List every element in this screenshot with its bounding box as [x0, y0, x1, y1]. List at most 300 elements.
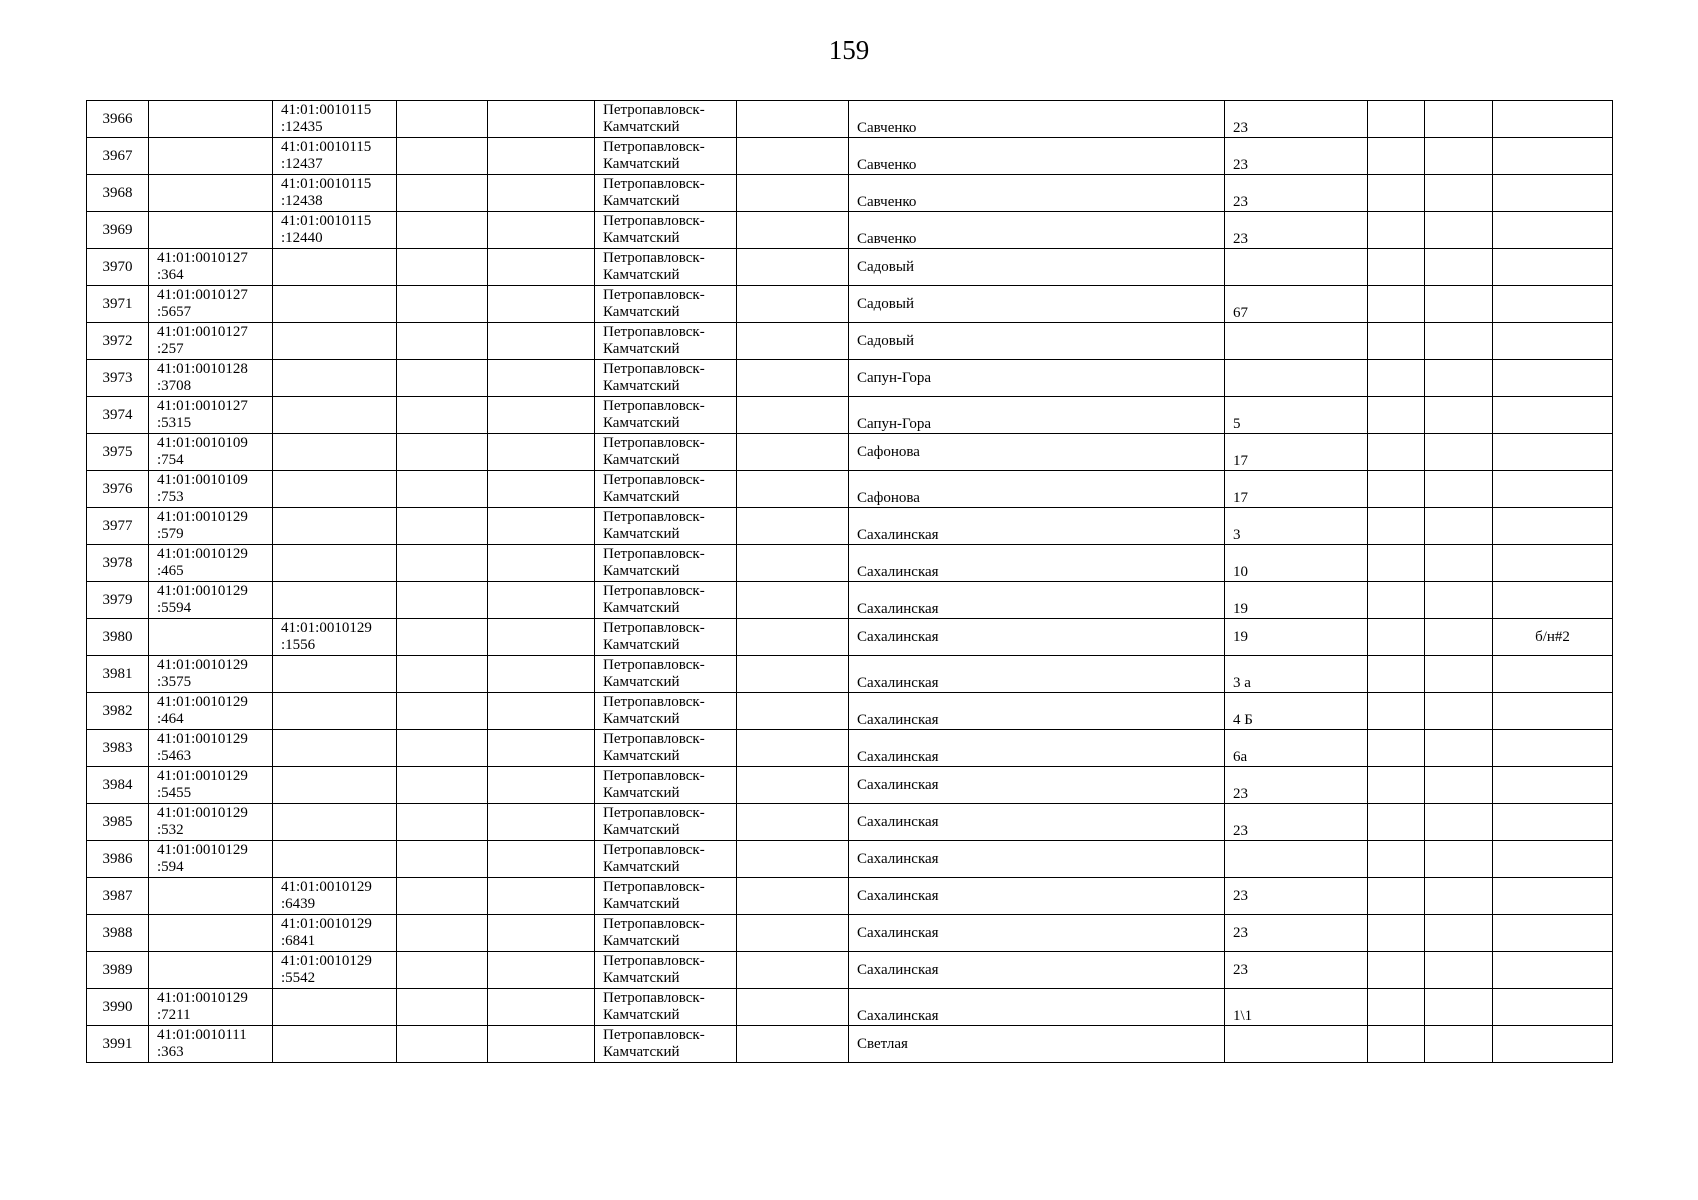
cad1-line: 41:01:0010129 — [157, 583, 248, 599]
empty-cell — [1368, 101, 1425, 138]
empty-cell — [488, 212, 595, 249]
empty-cell — [397, 101, 488, 138]
city-line: Петропавловск- — [603, 472, 705, 488]
street-cell: Светлая — [849, 1026, 1225, 1063]
empty-cell — [397, 434, 488, 471]
city-line: Петропавловск- — [603, 990, 705, 1006]
empty-cell — [488, 841, 595, 878]
city-line: Камчатский — [603, 785, 680, 801]
empty-cell — [1425, 545, 1493, 582]
table-row — [87, 101, 1613, 138]
cad2-line: :12435 — [281, 119, 323, 135]
cadastral-number-2-cell — [273, 767, 397, 804]
cadastral-number-2-cell — [273, 286, 397, 323]
cad2-line: 41:01:0010115 — [281, 139, 372, 155]
table-row — [87, 582, 1613, 619]
row-number-cell: 3991 — [87, 1026, 149, 1063]
empty-cell — [488, 101, 595, 138]
city-line: Петропавловск- — [603, 1027, 705, 1043]
cadastral-number-2-cell — [273, 323, 397, 360]
empty-cell — [1425, 841, 1493, 878]
city-cell — [595, 582, 737, 619]
empty-cell — [397, 915, 488, 952]
empty-cell — [488, 434, 595, 471]
empty-cell — [488, 693, 595, 730]
empty-cell — [1368, 545, 1425, 582]
empty-cell — [1368, 175, 1425, 212]
empty-cell — [397, 804, 488, 841]
empty-cell — [1368, 730, 1425, 767]
cad1-line: 41:01:0010129 — [157, 805, 248, 821]
house-cell: 5 — [1225, 397, 1368, 434]
building-extra-cell — [1493, 101, 1613, 138]
city-line: Камчатский — [603, 193, 680, 209]
city-line: Камчатский — [603, 267, 680, 283]
building-extra-cell — [1493, 656, 1613, 693]
cadastral-number-2-cell — [273, 138, 397, 175]
table-row — [87, 619, 1613, 656]
cad1-line: :754 — [157, 452, 184, 468]
empty-cell — [397, 730, 488, 767]
cadastral-number-cell — [149, 286, 273, 323]
cadastral-number-2-cell — [273, 656, 397, 693]
city-cell — [595, 952, 737, 989]
cadastral-number-cell — [149, 804, 273, 841]
empty-cell — [737, 434, 849, 471]
house-cell: 4 Б — [1225, 693, 1368, 730]
empty-cell — [1368, 508, 1425, 545]
cad1-line: 41:01:0010129 — [157, 731, 248, 747]
empty-cell — [737, 915, 849, 952]
cad2-line: 41:01:0010129 — [281, 879, 372, 895]
city-line: Петропавловск- — [603, 805, 705, 821]
cad1-line: :579 — [157, 526, 184, 542]
cad1-line: :5657 — [157, 304, 192, 320]
table-row — [87, 397, 1613, 434]
cad2-line: :5542 — [281, 970, 316, 986]
cad2-line: 41:01:0010129 — [281, 620, 372, 636]
empty-cell — [737, 508, 849, 545]
city-line: Петропавловск- — [603, 694, 705, 710]
row-number-cell: 3984 — [87, 767, 149, 804]
empty-cell — [737, 804, 849, 841]
empty-cell — [1368, 1026, 1425, 1063]
cad2-line: :1556 — [281, 637, 316, 653]
empty-cell — [488, 952, 595, 989]
table-row — [87, 360, 1613, 397]
empty-cell — [397, 471, 488, 508]
city-cell — [595, 619, 737, 656]
building-extra-cell — [1493, 952, 1613, 989]
empty-cell — [1368, 397, 1425, 434]
cad1-line: 41:01:0010127 — [157, 324, 248, 340]
cad2-line: :6841 — [281, 933, 316, 949]
city-cell — [595, 286, 737, 323]
cadastral-number-cell — [149, 656, 273, 693]
row-number-cell: 3975 — [87, 434, 149, 471]
city-line: Петропавловск- — [603, 916, 705, 932]
empty-cell — [1425, 397, 1493, 434]
street-cell: Сахалинская — [849, 841, 1225, 878]
building-extra-cell — [1493, 915, 1613, 952]
house-cell: 23 — [1225, 101, 1368, 138]
empty-cell — [737, 138, 849, 175]
cadastral-number-2-cell — [273, 730, 397, 767]
cadastral-number-cell — [149, 323, 273, 360]
building-extra-cell — [1493, 360, 1613, 397]
cadastral-number-cell — [149, 693, 273, 730]
empty-cell — [488, 249, 595, 286]
cadastral-number-cell — [149, 397, 273, 434]
house-cell: 23 — [1225, 175, 1368, 212]
empty-cell — [488, 471, 595, 508]
cadastral-number-cell — [149, 915, 273, 952]
house-cell: 23 — [1225, 767, 1368, 804]
cad2-line: 41:01:0010129 — [281, 916, 372, 932]
empty-cell — [397, 767, 488, 804]
empty-cell — [488, 323, 595, 360]
empty-cell — [1425, 101, 1493, 138]
street-cell: Сахалинская — [849, 804, 1225, 841]
empty-cell — [1425, 175, 1493, 212]
street-cell: Садовый — [849, 249, 1225, 286]
cad2-line: :12437 — [281, 156, 323, 172]
street-cell: Савченко — [849, 175, 1225, 212]
house-cell — [1225, 360, 1368, 397]
empty-cell — [488, 619, 595, 656]
cad1-line: 41:01:0010128 — [157, 361, 248, 377]
building-extra-cell — [1493, 249, 1613, 286]
city-line: Петропавловск- — [603, 768, 705, 784]
empty-cell — [1368, 693, 1425, 730]
row-number-cell: 3974 — [87, 397, 149, 434]
city-line: Камчатский — [603, 526, 680, 542]
city-line: Петропавловск- — [603, 546, 705, 562]
city-line: Камчатский — [603, 341, 680, 357]
cadastral-number-cell — [149, 434, 273, 471]
city-line: Петропавловск- — [603, 953, 705, 969]
empty-cell — [397, 989, 488, 1026]
city-line: Камчатский — [603, 230, 680, 246]
cad1-line: :532 — [157, 822, 184, 838]
city-line: Камчатский — [603, 600, 680, 616]
city-cell — [595, 138, 737, 175]
city-line: Камчатский — [603, 378, 680, 394]
empty-cell — [488, 175, 595, 212]
cadastral-number-cell — [149, 175, 273, 212]
empty-cell — [488, 767, 595, 804]
city-line: Петропавловск- — [603, 324, 705, 340]
cad1-line: 41:01:0010109 — [157, 435, 248, 451]
city-line: Камчатский — [603, 1007, 680, 1023]
street-cell: Садовый — [849, 286, 1225, 323]
table-row — [87, 508, 1613, 545]
empty-cell — [488, 730, 595, 767]
empty-cell — [1425, 693, 1493, 730]
table-row — [87, 286, 1613, 323]
table-row — [87, 730, 1613, 767]
city-cell — [595, 545, 737, 582]
empty-cell — [488, 360, 595, 397]
cadastral-number-cell — [149, 212, 273, 249]
city-line: Петропавловск- — [603, 583, 705, 599]
empty-cell — [397, 175, 488, 212]
cad1-line: 41:01:0010129 — [157, 546, 248, 562]
building-extra-cell — [1493, 286, 1613, 323]
house-cell: 17 — [1225, 434, 1368, 471]
empty-cell — [737, 360, 849, 397]
row-number-cell: 3986 — [87, 841, 149, 878]
empty-cell — [737, 619, 849, 656]
cad1-line: :5463 — [157, 748, 192, 764]
cad1-line: 41:01:0010129 — [157, 694, 248, 710]
empty-cell — [737, 582, 849, 619]
building-extra-cell — [1493, 212, 1613, 249]
street-cell: Сапун-Гора — [849, 397, 1225, 434]
cadastral-number-cell — [149, 841, 273, 878]
empty-cell — [1368, 286, 1425, 323]
empty-cell — [1425, 730, 1493, 767]
empty-cell — [737, 989, 849, 1026]
house-cell: 19 — [1225, 582, 1368, 619]
empty-cell — [737, 545, 849, 582]
table-row — [87, 323, 1613, 360]
building-extra-cell — [1493, 434, 1613, 471]
empty-cell — [488, 286, 595, 323]
empty-cell — [397, 656, 488, 693]
table-row — [87, 915, 1613, 952]
cad1-line: 41:01:0010129 — [157, 842, 248, 858]
row-number-cell: 3976 — [87, 471, 149, 508]
cad2-line: 41:01:0010115 — [281, 102, 372, 118]
house-cell: 23 — [1225, 952, 1368, 989]
building-extra-cell — [1493, 471, 1613, 508]
empty-cell — [397, 286, 488, 323]
street-cell: Сахалинская — [849, 989, 1225, 1026]
cadastral-number-cell — [149, 952, 273, 989]
empty-cell — [1368, 323, 1425, 360]
city-line: Камчатский — [603, 119, 680, 135]
table-row — [87, 878, 1613, 915]
empty-cell — [1368, 212, 1425, 249]
city-line: Камчатский — [603, 674, 680, 690]
city-line: Камчатский — [603, 452, 680, 468]
building-extra-cell — [1493, 989, 1613, 1026]
city-line: Петропавловск- — [603, 287, 705, 303]
empty-cell — [1425, 767, 1493, 804]
city-line: Камчатский — [603, 822, 680, 838]
city-line: Петропавловск- — [603, 731, 705, 747]
city-cell — [595, 249, 737, 286]
empty-cell — [1425, 656, 1493, 693]
street-cell: Савченко — [849, 212, 1225, 249]
cadastral-number-cell — [149, 730, 273, 767]
table-row — [87, 212, 1613, 249]
empty-cell — [488, 804, 595, 841]
cadastral-number-2-cell — [273, 434, 397, 471]
empty-cell — [1425, 249, 1493, 286]
street-cell: Савченко — [849, 138, 1225, 175]
city-line: Петропавловск- — [603, 435, 705, 451]
cadastral-number-2-cell — [273, 397, 397, 434]
house-cell: 23 — [1225, 138, 1368, 175]
cadastral-number-cell — [149, 360, 273, 397]
street-cell: Сахалинская — [849, 656, 1225, 693]
cadastral-number-2-cell — [273, 841, 397, 878]
cadastral-number-cell — [149, 101, 273, 138]
row-number-cell: 3980 — [87, 619, 149, 656]
city-line: Камчатский — [603, 859, 680, 875]
row-number-cell: 3969 — [87, 212, 149, 249]
table-row — [87, 952, 1613, 989]
table-row — [87, 471, 1613, 508]
empty-cell — [397, 508, 488, 545]
street-cell: Сахалинская — [849, 508, 1225, 545]
row-number-cell: 3981 — [87, 656, 149, 693]
empty-cell — [397, 619, 488, 656]
street-cell: Сахалинская — [849, 619, 1225, 656]
city-line: Камчатский — [603, 637, 680, 653]
empty-cell — [1368, 138, 1425, 175]
house-cell: 23 — [1225, 878, 1368, 915]
table-row — [87, 841, 1613, 878]
cadastral-number-2-cell — [273, 989, 397, 1026]
cad1-line: :7211 — [157, 1007, 191, 1023]
empty-cell — [737, 323, 849, 360]
house-cell — [1225, 1026, 1368, 1063]
city-line: Петропавловск- — [603, 879, 705, 895]
building-extra-cell — [1493, 1026, 1613, 1063]
house-cell: 23 — [1225, 915, 1368, 952]
empty-cell — [488, 545, 595, 582]
table-row — [87, 767, 1613, 804]
city-line: Камчатский — [603, 896, 680, 912]
street-cell: Сапун-Гора — [849, 360, 1225, 397]
cadastral-number-cell — [149, 545, 273, 582]
cadastral-number-cell — [149, 878, 273, 915]
empty-cell — [737, 1026, 849, 1063]
cadastral-number-2-cell — [273, 545, 397, 582]
city-cell — [595, 915, 737, 952]
cad1-line: 41:01:0010127 — [157, 287, 248, 303]
cad1-line: 41:01:0010129 — [157, 768, 248, 784]
cad2-line: 41:01:0010129 — [281, 953, 372, 969]
cad1-line: :5455 — [157, 785, 192, 801]
empty-cell — [488, 878, 595, 915]
city-line: Камчатский — [603, 1044, 680, 1060]
empty-cell — [737, 101, 849, 138]
city-line: Камчатский — [603, 156, 680, 172]
street-cell: Савченко — [849, 101, 1225, 138]
empty-cell — [737, 175, 849, 212]
empty-cell — [1368, 619, 1425, 656]
row-number-cell: 3983 — [87, 730, 149, 767]
page-number: 159 — [828, 35, 870, 65]
cad1-line: 41:01:0010127 — [157, 250, 248, 266]
empty-cell — [1368, 656, 1425, 693]
street-cell: Сахалинская — [849, 952, 1225, 989]
cad2-line: :12438 — [281, 193, 323, 209]
table-row — [87, 804, 1613, 841]
cad1-line: :753 — [157, 489, 184, 505]
cadastral-number-cell — [149, 249, 273, 286]
city-line: Петропавловск- — [603, 842, 705, 858]
city-cell — [595, 804, 737, 841]
empty-cell — [737, 656, 849, 693]
house-cell: 17 — [1225, 471, 1368, 508]
empty-cell — [397, 545, 488, 582]
house-cell: 1\1 — [1225, 989, 1368, 1026]
empty-cell — [1368, 841, 1425, 878]
city-cell — [595, 767, 737, 804]
cad1-line: :5315 — [157, 415, 192, 431]
empty-cell — [1425, 508, 1493, 545]
cadastral-number-cell — [149, 989, 273, 1026]
empty-cell — [1425, 878, 1493, 915]
empty-cell — [1425, 360, 1493, 397]
empty-cell — [397, 212, 488, 249]
building-extra-cell — [1493, 804, 1613, 841]
empty-cell — [737, 952, 849, 989]
empty-cell — [737, 693, 849, 730]
empty-cell — [737, 471, 849, 508]
cadastral-number-2-cell — [273, 360, 397, 397]
empty-cell — [1425, 434, 1493, 471]
row-number-cell: 3967 — [87, 138, 149, 175]
empty-cell — [737, 841, 849, 878]
city-line: Петропавловск- — [603, 139, 705, 155]
cadastral-number-2-cell — [273, 952, 397, 989]
city-cell — [595, 434, 737, 471]
row-number-cell: 3988 — [87, 915, 149, 952]
building-extra-cell — [1493, 175, 1613, 212]
city-cell — [595, 397, 737, 434]
building-extra-cell — [1493, 582, 1613, 619]
empty-cell — [397, 878, 488, 915]
empty-cell — [488, 397, 595, 434]
city-line: Петропавловск- — [603, 361, 705, 377]
empty-cell — [488, 989, 595, 1026]
cadastral-number-cell — [149, 138, 273, 175]
house-cell: 23 — [1225, 212, 1368, 249]
empty-cell — [397, 952, 488, 989]
row-number-cell: 3987 — [87, 878, 149, 915]
street-cell: Сахалинская — [849, 730, 1225, 767]
city-line: Петропавловск- — [603, 250, 705, 266]
street-cell: Сахалинская — [849, 915, 1225, 952]
empty-cell — [737, 286, 849, 323]
table-row — [87, 434, 1613, 471]
empty-cell — [1425, 138, 1493, 175]
cadastral-number-2-cell — [273, 175, 397, 212]
empty-cell — [397, 693, 488, 730]
house-cell: 6а — [1225, 730, 1368, 767]
cadastral-number-2-cell — [273, 249, 397, 286]
empty-cell — [1368, 804, 1425, 841]
city-cell — [595, 508, 737, 545]
row-number-cell: 3970 — [87, 249, 149, 286]
empty-cell — [1368, 582, 1425, 619]
city-line: Петропавловск- — [603, 398, 705, 414]
empty-cell — [1368, 915, 1425, 952]
building-extra-cell — [1493, 730, 1613, 767]
cad1-line: 41:01:0010129 — [157, 657, 248, 673]
empty-cell — [1368, 952, 1425, 989]
empty-cell — [1368, 434, 1425, 471]
cad1-line: 41:01:0010129 — [157, 509, 248, 525]
cad1-line: 41:01:0010127 — [157, 398, 248, 414]
row-number-cell: 3982 — [87, 693, 149, 730]
